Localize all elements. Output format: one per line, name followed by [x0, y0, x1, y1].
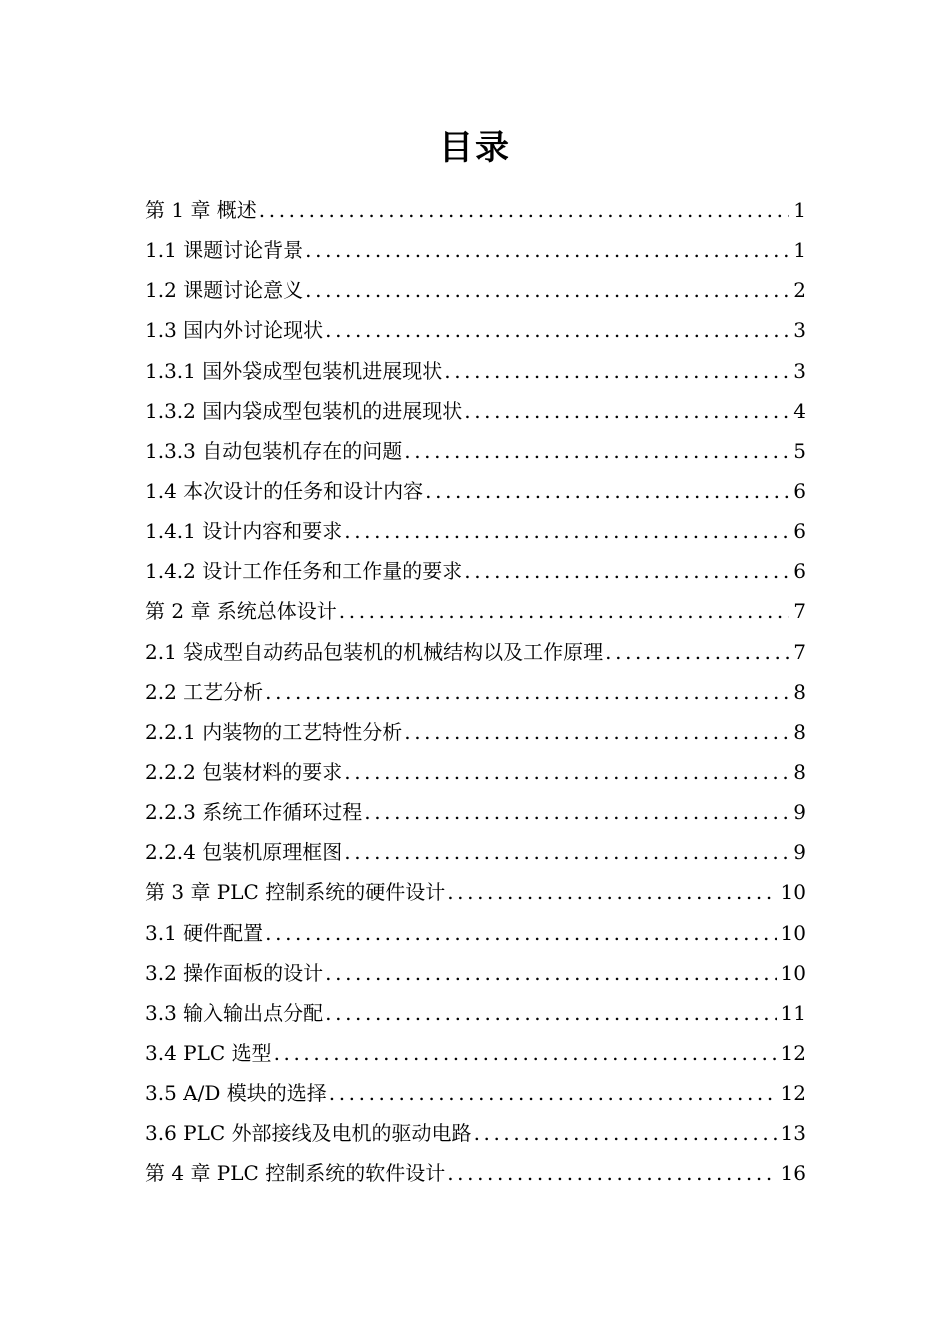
toc-page-number: 9 — [793, 800, 806, 825]
toc-dot-leader — [344, 752, 789, 792]
toc-page-number: 2 — [793, 278, 806, 303]
toc-entry[interactable] — [145, 672, 806, 712]
toc-page-number: 3 — [793, 318, 806, 343]
toc-entry-label: 第 4 章 PLC 控制系统的软件设计 — [145, 1161, 446, 1186]
toc-page-number: 9 — [793, 840, 806, 865]
table-of-contents — [145, 190, 806, 1194]
toc-page-number: 12 — [780, 1040, 806, 1065]
toc-entry[interactable] — [145, 752, 806, 792]
toc-dot-leader — [329, 1073, 777, 1113]
toc-entry-label: 2.2.4 包装机原理框图 — [145, 840, 343, 865]
toc-page-number: 3 — [793, 358, 806, 383]
toc-entry[interactable] — [145, 913, 806, 953]
toc-entry-label: 1.3.3 自动包装机存在的问题 — [145, 438, 403, 463]
toc-dot-leader — [325, 993, 776, 1033]
toc-page-number: 6 — [793, 519, 806, 544]
toc-entry-label: 3.3 输入输出点分配 — [145, 1000, 324, 1025]
toc-entry[interactable] — [145, 551, 806, 591]
toc-entry[interactable] — [145, 190, 806, 230]
toc-entry[interactable] — [145, 230, 806, 270]
toc-page-number: 7 — [793, 599, 806, 624]
toc-dot-leader — [305, 270, 789, 310]
toc-page-number: 6 — [793, 478, 806, 503]
toc-dot-leader — [265, 913, 776, 953]
toc-entry[interactable] — [145, 712, 806, 752]
toc-page-number: 8 — [793, 679, 806, 704]
toc-dot-leader — [305, 230, 789, 270]
toc-dot-leader — [404, 712, 789, 752]
toc-page-number: 8 — [793, 719, 806, 744]
toc-entry-label: 2.2 工艺分析 — [145, 679, 264, 704]
toc-dot-leader — [265, 672, 789, 712]
toc-entry-label: 2.2.3 系统工作循环过程 — [145, 800, 363, 825]
toc-dot-leader — [447, 1153, 776, 1193]
toc-page-number: 11 — [780, 1000, 806, 1025]
toc-entry[interactable] — [145, 953, 806, 993]
toc-dot-leader — [447, 872, 776, 912]
toc-dot-leader — [404, 431, 789, 471]
toc-dot-leader — [259, 190, 789, 230]
toc-entry-label: 第 3 章 PLC 控制系统的硬件设计 — [145, 880, 446, 905]
toc-dot-leader — [464, 551, 789, 591]
toc-entry[interactable] — [145, 632, 806, 672]
toc-entry-label: 1.3.1 国外袋成型包装机进展现状 — [145, 358, 443, 383]
toc-dot-leader — [339, 591, 789, 631]
toc-entry[interactable] — [145, 1153, 806, 1193]
toc-entry-label: 1.4 本次设计的任务和设计内容 — [145, 478, 424, 503]
toc-dot-leader — [344, 511, 789, 551]
toc-page-number: 6 — [793, 559, 806, 584]
toc-entry[interactable] — [145, 351, 806, 391]
toc-entry-label: 2.2.1 内装物的工艺特性分析 — [145, 719, 403, 744]
toc-dot-leader — [325, 310, 789, 350]
toc-dot-leader — [474, 1113, 777, 1153]
toc-entry-label: 1.3 国内外讨论现状 — [145, 318, 324, 343]
toc-entry[interactable] — [145, 1033, 806, 1073]
toc-page-number: 10 — [780, 960, 806, 985]
toc-entry-label: 3.1 硬件配置 — [145, 920, 264, 945]
toc-page-number: 5 — [793, 438, 806, 463]
toc-entry-label: 第 1 章 概述 — [145, 198, 257, 222]
toc-dot-leader — [425, 471, 789, 511]
toc-page-number: 10 — [780, 880, 806, 905]
toc-entry[interactable] — [145, 471, 806, 511]
toc-entry[interactable] — [145, 391, 806, 431]
toc-entry[interactable] — [145, 1073, 806, 1113]
page-title: 目录 — [439, 128, 511, 168]
toc-entry[interactable] — [145, 1113, 806, 1153]
toc-dot-leader — [274, 1033, 777, 1073]
toc-entry-label: 1.2 课题讨论意义 — [145, 278, 304, 303]
toc-entry-label: 3.4 PLC 选型 — [145, 1040, 272, 1065]
toc-entry[interactable] — [145, 511, 806, 551]
toc-page-number: 1 — [793, 198, 806, 222]
toc-page-number: 10 — [780, 920, 806, 945]
toc-page-number: 12 — [780, 1081, 806, 1106]
toc-entry-label: 1.3.2 国内袋成型包装机的进展现状 — [145, 398, 463, 423]
toc-entry-label: 3.5 A/D 模块的选择 — [145, 1081, 327, 1106]
toc-entry-label: 1.4.1 设计内容和要求 — [145, 519, 343, 544]
toc-entry[interactable] — [145, 310, 806, 350]
toc-page-number: 13 — [780, 1121, 806, 1146]
toc-entry[interactable] — [145, 270, 806, 310]
toc-page-number: 8 — [793, 759, 806, 784]
toc-entry[interactable] — [145, 993, 806, 1033]
toc-entry[interactable] — [145, 832, 806, 872]
toc-entry-label: 3.6 PLC 外部接线及电机的驱动电路 — [145, 1121, 472, 1146]
toc-page-number: 4 — [793, 398, 806, 423]
toc-entry-label: 2.1 袋成型自动药品包装机的机械结构以及工作原理 — [145, 639, 604, 664]
toc-page-number: 7 — [793, 639, 806, 664]
toc-page-number: 16 — [780, 1161, 806, 1186]
toc-dot-leader — [344, 832, 789, 872]
toc-entry-label: 3.2 操作面板的设计 — [145, 960, 324, 985]
toc-entry[interactable] — [145, 431, 806, 471]
toc-dot-leader — [325, 953, 776, 993]
toc-dot-leader — [464, 391, 789, 431]
toc-entry-label: 1.4.2 设计工作任务和工作量的要求 — [145, 559, 463, 584]
toc-entry[interactable] — [145, 792, 806, 832]
toc-dot-leader — [364, 792, 789, 832]
toc-dot-leader — [605, 632, 789, 672]
toc-entry[interactable] — [145, 591, 806, 631]
toc-entry-label: 第 2 章 系统总体设计 — [145, 599, 337, 624]
toc-entry[interactable] — [145, 872, 806, 912]
toc-entry-label: 2.2.2 包装材料的要求 — [145, 759, 343, 784]
toc-entry-label: 1.1 课题讨论背景 — [145, 238, 304, 263]
toc-page-number: 1 — [793, 238, 806, 263]
toc-dot-leader — [444, 351, 789, 391]
